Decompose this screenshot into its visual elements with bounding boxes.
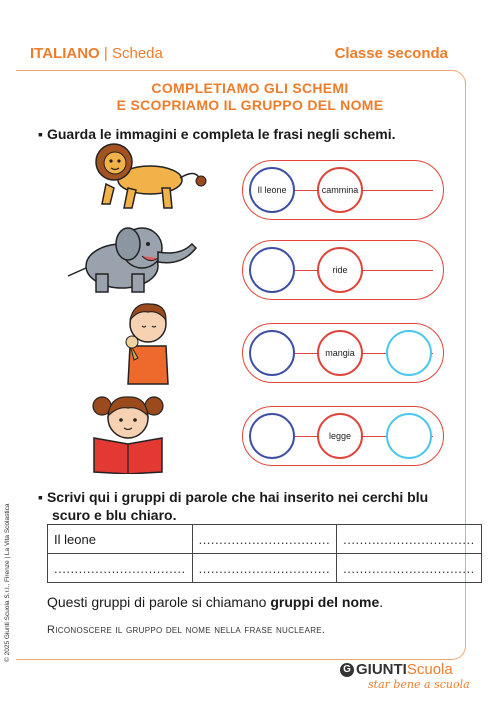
answer-table	[47, 524, 482, 583]
sheet-type-label: Scheda	[111, 45, 163, 62]
learning-objective: Riconoscere il gruppo del nome nella frase nucleare.	[47, 624, 326, 636]
instruction-2	[38, 488, 458, 524]
table-cell[interactable]: ................................	[337, 525, 482, 554]
subject-label: ITALIANO	[30, 45, 100, 62]
scheme-1	[242, 160, 444, 220]
instruction-2-line-1: Scrivi qui i gruppi di parole che hai inserito nei cerchi blu	[46, 489, 429, 505]
scheme-3	[242, 323, 444, 383]
bullet: ▪	[38, 489, 43, 505]
header-separator: |	[103, 45, 108, 62]
subject-circle[interactable]	[249, 413, 295, 459]
closing-suffix: .	[379, 594, 384, 610]
verb-text: cammina	[321, 185, 359, 195]
closing-prefix: Questi gruppi di parole si chiamano	[47, 594, 271, 610]
copyright-text: © 2025 Giunti Scuola S.r.l., Firenze | La Vita Scolastica	[4, 503, 11, 662]
closing-sentence	[47, 594, 383, 610]
page-title	[60, 80, 440, 114]
verb-text: mangia	[325, 348, 355, 358]
title-line-2: E SCOPRIAMO IL GRUPPO DEL NOME	[116, 97, 384, 113]
table-row	[48, 554, 482, 583]
lion-icon	[88, 142, 210, 212]
verb-circle	[317, 413, 363, 459]
table-row	[48, 525, 482, 554]
header-subject	[30, 45, 163, 62]
verb-circle	[317, 247, 363, 293]
instruction-1	[38, 125, 396, 143]
elephant-icon	[62, 222, 202, 294]
instruction-1-text: Guarda le immagini e completa le frasi negli schemi.	[46, 126, 396, 142]
class-label: Classe seconda	[334, 45, 448, 62]
verb-text: ride	[332, 265, 348, 275]
logo-tagline: star bene a scuola	[368, 678, 470, 691]
table-cell[interactable]: ................................	[192, 554, 337, 583]
closing-bold: gruppi del nome	[270, 594, 380, 610]
subject-circle[interactable]	[249, 330, 295, 376]
subject-text: Il leone	[257, 185, 287, 195]
logo-giunti: GIUNTI	[356, 661, 407, 678]
table-cell[interactable]: ................................	[192, 525, 337, 554]
boy-eating-icecream-icon	[118, 296, 178, 386]
extra-circle[interactable]	[386, 413, 432, 459]
subject-circle[interactable]	[249, 167, 295, 213]
instruction-2-line-2: scuro e blu chiaro.	[52, 507, 177, 523]
scheme-2	[242, 240, 444, 300]
giunti-scuola-logo	[340, 661, 470, 691]
title-line-1: COMPLETIAMO GLI SCHEMI	[151, 80, 349, 96]
verb-text: legge	[328, 431, 352, 441]
subject-circle[interactable]	[249, 247, 295, 293]
logo-scuola: Scuola	[406, 661, 453, 678]
logo-g-icon: G	[340, 663, 354, 677]
girl-reading-icon	[86, 388, 172, 474]
extra-circle[interactable]	[386, 330, 432, 376]
table-cell[interactable]: ................................	[337, 554, 482, 583]
table-cell[interactable]: Il leone	[48, 525, 193, 554]
verb-circle	[317, 167, 363, 213]
logo-main	[340, 661, 470, 678]
bullet: ▪	[38, 126, 43, 142]
verb-circle	[317, 330, 363, 376]
scheme-4	[242, 406, 444, 466]
table-cell[interactable]: ................................	[48, 554, 193, 583]
